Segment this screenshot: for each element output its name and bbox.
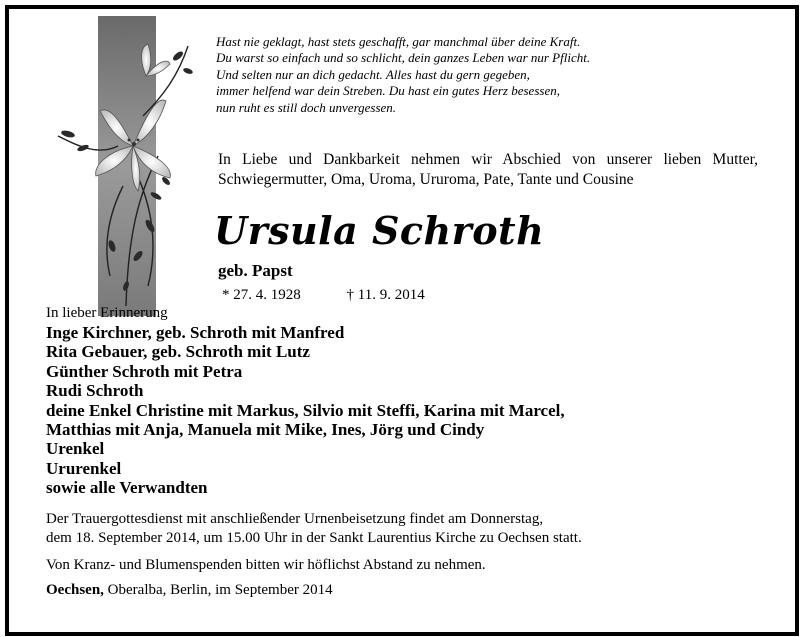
place-and-date bbox=[46, 582, 333, 599]
poem bbox=[216, 34, 686, 116]
mourner-line: Matthias mit Anja, Manuela mit Mike, Ines, Jörg und Cindy bbox=[46, 420, 485, 440]
service-info bbox=[46, 510, 686, 548]
place-rest: Oberalba, Berlin, im September 2014 bbox=[103, 582, 333, 598]
birth-date: * 27. 4. 1928 bbox=[222, 287, 301, 303]
service-line: Der Trauergottesdienst mit anschließender Urnenbeisetzung findet am Donnerstag, bbox=[46, 511, 544, 527]
life-dates bbox=[222, 287, 425, 304]
death-date: † 11. 9. 2014 bbox=[346, 287, 425, 303]
mourner-line: Inge Kirchner, geb. Schroth mit Manfred bbox=[46, 323, 345, 342]
birth-name: geb. Papst bbox=[218, 261, 293, 280]
poem-line: Und selten nur an dich gedacht. Alles hast du gern gegeben, bbox=[216, 66, 530, 82]
poem-line: immer helfend war dein Streben. Du hast ein gutes Herz besessen, bbox=[216, 83, 560, 99]
lily-flower-illustration bbox=[38, 16, 208, 316]
poem-line: Hast nie geklagt, hast stets geschafft, gar manchmal über deine Kraft. bbox=[216, 34, 581, 49]
intro-text: In Liebe und Dankbarkeit nehmen wir Abschied von unserer lieben Mutter, Schwiegermutter, Oma, Uroma, Ururoma, Pate, Tante und Cousine bbox=[218, 151, 758, 188]
place-town: Oechsen, bbox=[46, 582, 104, 598]
mourners-list bbox=[46, 323, 565, 498]
service-line: dem 18. September 2014, um 15.00 Uhr in der Sankt Laurentius Kirche zu Oechsen statt. bbox=[46, 530, 582, 546]
mourners-label: In lieber Erinnerung bbox=[46, 305, 168, 321]
poem-line: Du warst so einfach und so schlicht, dein ganzes Leben war nur Pflicht. bbox=[216, 50, 591, 66]
deceased-name: Ursula Schroth bbox=[214, 208, 545, 253]
mourner-line: Urenkel bbox=[46, 439, 105, 459]
mourner-line: deine Enkel Christine mit Markus, Silvio mit Steffi, Karina mit Marcel, bbox=[46, 400, 565, 420]
poem-line: nun ruht es still doch unvergessen. bbox=[216, 99, 397, 115]
mourner-line: sowie alle Verwandten bbox=[46, 478, 208, 498]
mourner-line: Rita Gebauer, geb. Schroth mit Lutz bbox=[46, 342, 310, 362]
mourner-line: Rudi Schroth bbox=[46, 381, 144, 401]
donations-note: Von Kranz- und Blumenspenden bitten wir höflichst Abstand zu nehmen. bbox=[46, 557, 486, 573]
mourner-line: Ururenkel bbox=[46, 458, 122, 478]
mourner-line: Günther Schroth mit Petra bbox=[46, 361, 243, 381]
